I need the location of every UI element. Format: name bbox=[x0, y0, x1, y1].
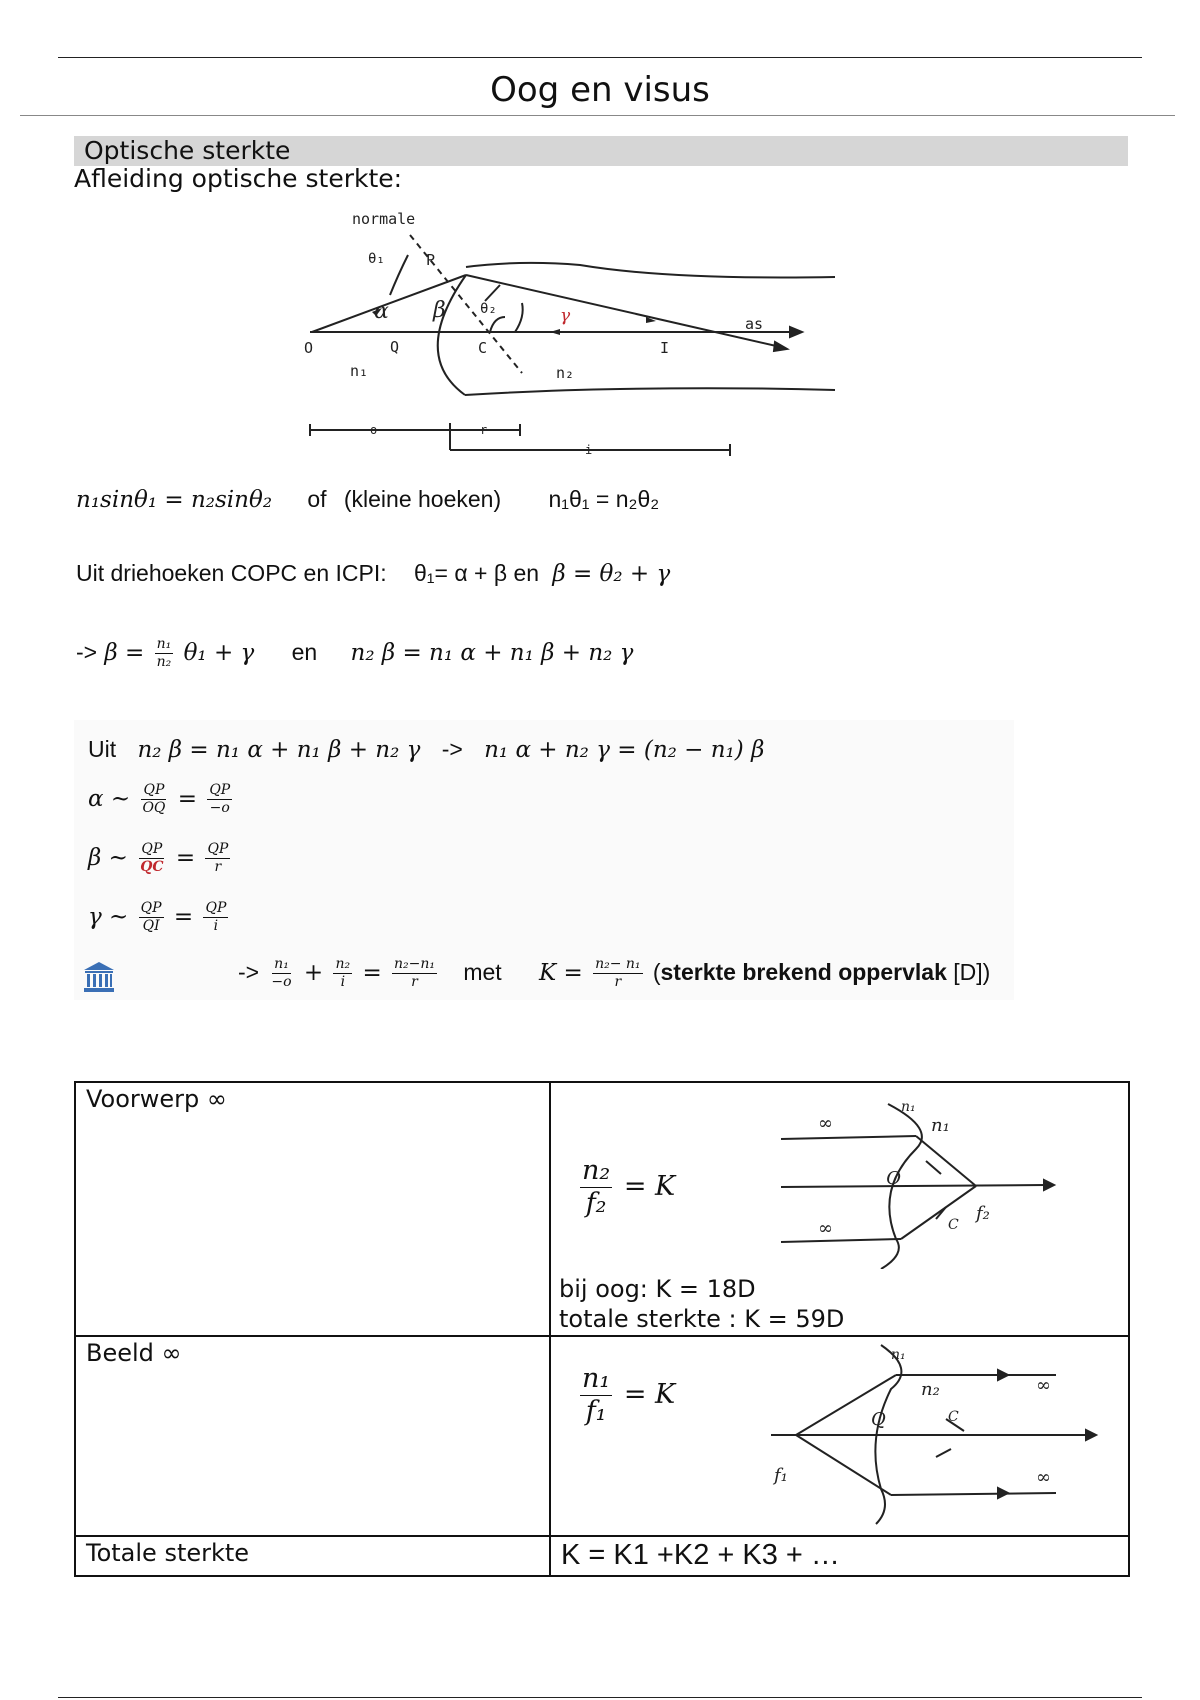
triangle-prefix: Uit driehoeken COPC en ICPI: bbox=[76, 560, 387, 586]
final-met: met bbox=[463, 959, 502, 985]
box-uit: Uit bbox=[88, 736, 117, 762]
formula-voorwerp-rhs: = K bbox=[623, 1171, 676, 1202]
final-n3: n₂−n₁ bbox=[394, 956, 436, 972]
section-title: Optische sterkte bbox=[74, 136, 1128, 166]
summary-table bbox=[74, 1081, 1130, 1577]
header-rule-bottom bbox=[20, 115, 1175, 116]
sketch-beeld-q: Q bbox=[871, 1409, 886, 1430]
sketch-beeld-inf-bottom: ∞ bbox=[1036, 1467, 1051, 1488]
snell-left: n₁sinθ₁ = n₂sinθ₂ bbox=[76, 487, 273, 513]
triangle-expr1: θ₁= α + β en bbox=[413, 560, 540, 586]
formula-beeld bbox=[577, 1363, 675, 1428]
final-n1: n₁ bbox=[274, 956, 289, 972]
alpha-d1: OQ bbox=[142, 800, 166, 816]
formula-beeld-rhs: = K bbox=[623, 1379, 676, 1410]
refraction-diagram bbox=[290, 205, 860, 465]
beta-tail: θ₁ + γ bbox=[183, 640, 255, 666]
beta-fraction bbox=[155, 636, 174, 671]
snell-right: n₁θ₁ = n₂θ₂ bbox=[548, 486, 660, 512]
label-alpha: α bbox=[374, 299, 389, 324]
final-d1: −o bbox=[271, 974, 292, 990]
beta-d2: r bbox=[214, 859, 222, 875]
label-beta: β bbox=[433, 298, 446, 323]
gamma-n1: QP bbox=[140, 900, 162, 916]
box-line1-b: n₁ α + n₂ γ = (n₂ − n₁) β bbox=[484, 737, 765, 763]
totale-formula: K = K1 +K2 + K3 + … bbox=[561, 1539, 840, 1571]
beta-eq: β = bbox=[104, 640, 145, 666]
beta-frac-num: n₁ bbox=[156, 636, 172, 652]
table-row bbox=[75, 1336, 1129, 1536]
label-theta1: θ₁ bbox=[368, 251, 385, 267]
library-icon[interactable] bbox=[82, 960, 116, 994]
beta-second: n₂ β = n₁ α + n₁ β + n₂ γ bbox=[350, 640, 634, 666]
formula-voorwerp-den: f₂ bbox=[585, 1188, 607, 1219]
beta-n1: QP bbox=[141, 841, 163, 857]
row-label-voorwerp: Voorwerp ∞ bbox=[86, 1085, 227, 1113]
beta-sym: β ~ bbox=[88, 845, 128, 871]
page-title: Oog en visus bbox=[490, 70, 710, 110]
formula-voorwerp-num: n₂ bbox=[582, 1155, 611, 1186]
header-rule-top bbox=[58, 57, 1142, 58]
beta-n2: QP bbox=[207, 841, 229, 857]
final-equation: -> $\frac{\text{n₁}}{-o}$ + $\frac{\text{n₂}}{i}$ = $\frac{\text{n₂−n₁}}{r}$ met K = $\frac{\text{n₂− n₁}}{r}$ (sterkte brekend oppervlak [D]) bbox=[238, 956, 991, 990]
label-as: as bbox=[745, 315, 764, 333]
sketch-beeld-n2: n₂ bbox=[921, 1379, 940, 1400]
alpha-sym: α ~ bbox=[88, 786, 131, 812]
gamma-d1: QI bbox=[142, 918, 160, 934]
sketch-beeld-n1: n₁ bbox=[891, 1347, 906, 1363]
final-k-num: n₂− n₁ bbox=[595, 956, 641, 972]
final-d2: i bbox=[340, 974, 346, 990]
sketch-voorwerp-inf-top: ∞ bbox=[818, 1113, 833, 1134]
row-label-totale: Totale sterkte bbox=[86, 1539, 250, 1567]
final-desc-close: [D]) bbox=[946, 959, 991, 985]
note-totale-sterkte: totale sterkte : K = 59D bbox=[559, 1305, 845, 1333]
snell-equation bbox=[76, 486, 659, 513]
final-desc-open: ( bbox=[652, 959, 661, 985]
footer-rule bbox=[58, 1697, 1142, 1698]
box-line1-a: n₂ β = n₁ α + n₁ β + n₂ γ bbox=[137, 737, 421, 763]
final-k-den: r bbox=[614, 974, 622, 990]
label-q: Q bbox=[390, 338, 400, 356]
sketch-voorwerp-q: Q bbox=[886, 1168, 901, 1189]
triangle-equation bbox=[76, 560, 670, 587]
beta-d1: QC bbox=[140, 859, 164, 875]
final-d3: r bbox=[411, 974, 418, 990]
final-n2: n₂ bbox=[335, 956, 351, 972]
final-arrow: -> bbox=[238, 959, 260, 985]
sketch-voorwerp-n2: n₁ bbox=[931, 1115, 950, 1136]
sketch-voorwerp-c: C bbox=[948, 1217, 959, 1233]
label-n1: n₁ bbox=[350, 362, 369, 380]
formula-voorwerp bbox=[577, 1155, 675, 1220]
gamma-sym: γ ~ bbox=[88, 904, 129, 930]
box-line1 bbox=[88, 736, 764, 763]
label-p: P bbox=[426, 251, 436, 269]
sketch-voorwerp-n1: n₁ bbox=[901, 1099, 916, 1115]
alpha-n2: QP bbox=[209, 782, 231, 798]
alpha-d2: −o bbox=[209, 800, 230, 816]
sketch-voorwerp bbox=[776, 1089, 1096, 1269]
beta-arrow: -> bbox=[76, 639, 98, 665]
label-o: O bbox=[304, 339, 314, 357]
sketch-voorwerp-inf-bottom: ∞ bbox=[818, 1218, 833, 1239]
sketch-beeld bbox=[766, 1339, 1106, 1533]
box-line1-arrow: -> bbox=[441, 736, 463, 762]
beta-en: en bbox=[291, 639, 318, 665]
dim-r: r bbox=[480, 423, 488, 437]
label-normaal: normale bbox=[352, 210, 416, 228]
gamma-n2: QP bbox=[205, 900, 227, 916]
gamma-relation: γ ~ $\frac{QP}{QI}$ = $\frac{QP}{i}$ bbox=[88, 900, 227, 934]
label-gamma: γ bbox=[560, 306, 571, 326]
dim-o: o bbox=[370, 423, 378, 437]
beta-equation bbox=[76, 636, 633, 671]
label-theta2: θ₂ bbox=[480, 301, 497, 317]
label-c: C bbox=[478, 339, 488, 357]
snell-of: of bbox=[307, 486, 327, 512]
alpha-relation: α ~ $\frac{QP}{OQ}$ = $\frac{QP}{-o}$ bbox=[88, 782, 231, 816]
table-row bbox=[75, 1536, 1129, 1576]
final-k-eq: K = bbox=[539, 960, 583, 986]
sketch-beeld-c: C bbox=[948, 1409, 959, 1425]
table-row bbox=[75, 1082, 1129, 1336]
formula-beeld-den: f₁ bbox=[585, 1396, 607, 1427]
note-bij-oog: bij oog: K = 18D bbox=[559, 1275, 756, 1303]
triangle-expr2: β = θ₂ + γ bbox=[552, 561, 671, 587]
snell-small: (kleine hoeken) bbox=[343, 486, 502, 512]
final-desc-bold: sterkte brekend oppervlak bbox=[660, 959, 947, 985]
gamma-d2: i bbox=[213, 918, 219, 934]
dim-i: i bbox=[585, 443, 593, 457]
sketch-beeld-inf-top: ∞ bbox=[1036, 1375, 1051, 1396]
sketch-voorwerp-f: f₂ bbox=[976, 1203, 990, 1224]
beta-relation: β ~ $\frac{QP}{QC}$ = $\frac{QP}{r}$ bbox=[88, 841, 229, 875]
row-label-beeld: Beeld ∞ bbox=[86, 1339, 182, 1367]
beta-frac-den: n₂ bbox=[156, 654, 172, 670]
label-i: I bbox=[660, 339, 670, 357]
subheading: Afleiding optische sterkte: bbox=[74, 164, 403, 193]
label-n2: n₂ bbox=[556, 364, 575, 382]
sketch-beeld-f: f₁ bbox=[774, 1465, 788, 1486]
formula-beeld-num: n₁ bbox=[582, 1363, 611, 1394]
alpha-n1: QP bbox=[143, 782, 165, 798]
